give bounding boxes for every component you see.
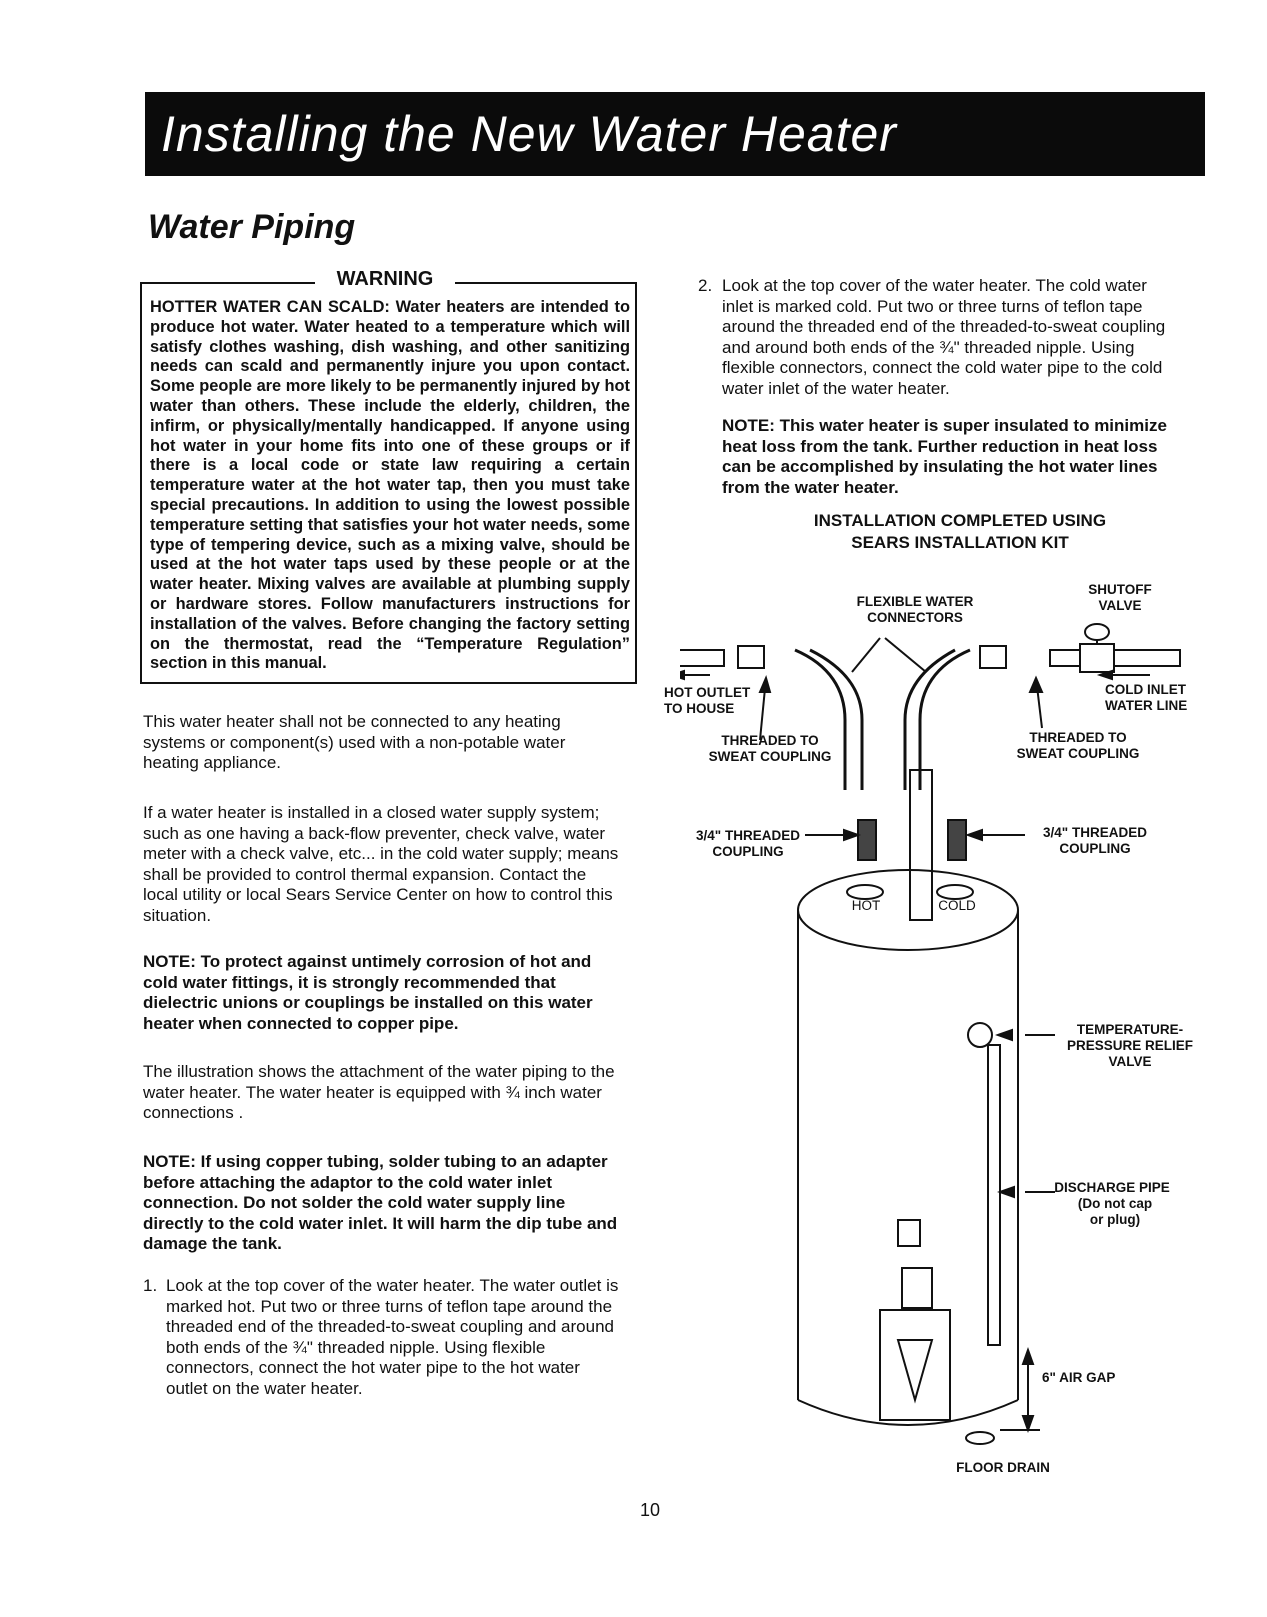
cold-inlet-pipe [1114,650,1180,666]
access-panel [898,1220,920,1246]
label-threaded-sweat-right: THREADED TO SWEAT COUPLING [1016,730,1140,761]
label-threaded-coupling-right: 3/4" THREADED COUPLING [1043,825,1147,856]
cold-nipple [948,820,966,860]
label-hot: HOT [851,898,881,913]
note-insulation: NOTE: This water heater is super insulated to minimize heat loss from the tank. Further reduction in heat loss can be accomplished by insulating the hot water lines from the water heater. [722,416,1167,497]
label-cold: COLD [938,898,976,913]
warning-rule-left [140,282,315,284]
left-flex-connector [795,650,845,790]
relief-valve [968,1023,992,1047]
diagram-heading-2: SEARS INSTALLATION KIT [851,533,1069,552]
hot-sweat-coupling [738,646,764,668]
discharge-pipe-line [988,1045,1000,1345]
paragraph-illustration: The illustration shows the attachment of the water piping to the water heater. The water heater is equipped with ¾ inch water connections . [143,1062,615,1122]
dip-tube [910,770,932,920]
thermostat [902,1268,932,1308]
section-title: Water Piping [148,208,356,246]
label-tp-valve: TEMPERATURE- PRESSURE RELIEF VALVE [1066,1022,1194,1069]
hot-outlet-fitting [847,885,883,899]
label-floor-drain: FLOOR DRAIN [956,1460,1050,1475]
diagram-heading-1: INSTALLATION COMPLETED USING [813,511,1107,530]
shutoff-valve [1080,644,1114,672]
page-number: 10 [639,1500,661,1520]
paragraph-non-potable: This water heater shall not be connected to any heating systems or component(s) used with a non-potable water heating appliance. [143,712,566,772]
label-discharge-pipe: DISCHARGE PIPE [1054,1180,1170,1195]
warning-heading: WARNING [336,268,434,290]
label-shutoff-valve: SHUTOFF VALVE [1088,582,1152,613]
warning-rule-right [455,282,637,284]
label-threaded-coupling-left: 3/4" THREADED COUPLING [696,828,800,859]
label-flexible-connectors: FLEXIBLE WATER CONNECTORS [856,594,974,625]
label-discharge-note: (Do not cap or plug) [1077,1196,1153,1227]
note-dielectric: NOTE: To protect against untimely corrosion of hot and cold water fittings, it is strongly recommended that dielectric unions or couplings be installed on this water heater when connected to copper pipe. [143,952,593,1033]
label-threaded-sweat-left: THREADED TO SWEAT COUPLING [708,733,832,764]
warning-text: HOTTER WATER CAN SCALD: Water heaters are intended to produce hot water. Water heated to a temperature which will satisfy clothes washing, dish washing, and other sanitizing needs can scald and permanently injure you upon contact. Some people are more likely to be permanently injured by hot water than others. These include the elderly, children, the infirm, or physically/mentally handicapped. If anyone using hot water in your home fits into one of these groups or if there is a local code or state law requiring a certain temperature water at the hot water tap, then you must take special precautions. In addition to using the lowest possible temperature setting that satisfies your hot water needs, some type of tempering device, such as a mixing valve, should be used at the hot water taps used by these people or at the water heater. Mixing valves are available at plumbing supply or hardware stores. Follow manufacturers instructions for installation of the valves. Before changing the factory setting on the thermostat, read the “Temperature Regulation” section in this manual. [150,298,631,673]
floor-drain [966,1432,994,1444]
hot-nipple [858,820,876,860]
step-2-text: Look at the top cover of the water heater. The cold water inlet is marked cold. Put two or three turns of teflon tape around the threaded end of the threaded-to-sweat coupling and around both ends of the ¾" threaded nipple. Using flexible connectors, connect the cold water pipe to the cold water inlet of the water heater. [722,276,1166,398]
hot-outlet-pipe [680,650,724,666]
step-1-number: 1. [143,1276,158,1295]
page-title: Installing the New Water Heater [161,106,897,162]
cold-sweat-coupling [980,646,1006,668]
water-heater-diagram [664,580,1220,1510]
step-1-text: Look at the top cover of the water heater. The water outlet is marked hot. Put two or three turns of teflon tape around the threaded end of the threaded-to-sweat coupling and around both ends of the ¾" threaded nipple. Using flexible connectors, connect the hot water pipe to the hot water outlet on the water heater. [166,1276,619,1398]
step-2-number: 2. [698,276,713,295]
title-bar [145,92,1205,176]
paragraph-closed-system: If a water heater is installed in a closed water supply system; such as one having a back-flow preventer, check valve, water meter with a check valve, etc... in the cold water supply; means shall be provided to control thermal expansion. Contact the local utility or local Sears Service Center on how to control this situation. [143,803,619,925]
note-copper-tubing: NOTE: If using copper tubing, solder tubing to an adapter before attaching the adaptor to the cold water inlet connection. Do not solder the cold water supply line directly to the cold water inlet. It will harm the dip tube and damage the tank. [143,1152,618,1253]
tank-top [798,870,1018,950]
label-hot-outlet: HOT OUTLET TO HOUSE [664,685,751,716]
label-air-gap: 6" AIR GAP [1042,1370,1116,1385]
cold-inlet-fitting [937,885,973,899]
label-cold-inlet: COLD INLET WATER LINE [1105,682,1188,713]
